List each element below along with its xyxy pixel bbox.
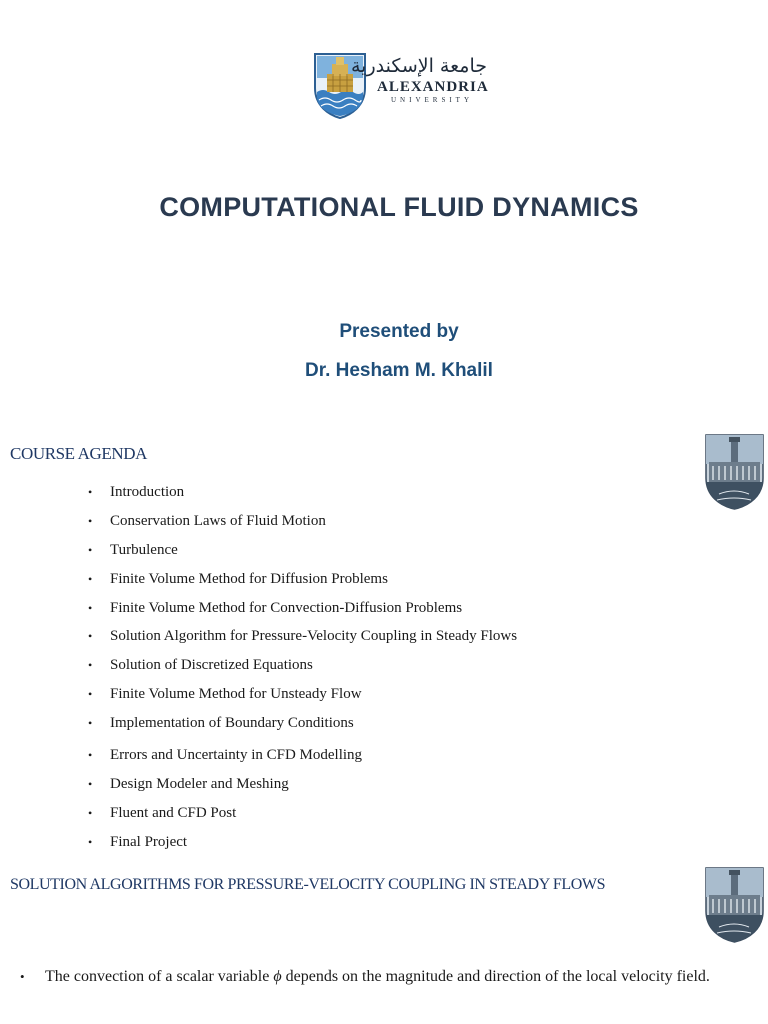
agenda-item-label: Final Project <box>110 833 188 850</box>
faculty-emblem-icon <box>705 434 764 510</box>
convection-paragraph <box>20 961 717 992</box>
agenda-item <box>88 623 517 652</box>
university-logo <box>313 52 488 120</box>
agenda-item <box>88 742 517 771</box>
logo-text <box>351 52 489 105</box>
agenda-item <box>88 595 517 624</box>
agenda-item <box>88 681 517 710</box>
agenda-item <box>88 800 517 829</box>
bullet-icon: • <box>88 542 93 557</box>
bullet-icon: • <box>88 571 93 586</box>
agenda-item-label: Introduction <box>110 484 185 500</box>
agenda-item-label: Finite Volume Method for Unsteady Flow <box>110 686 362 703</box>
bullet-icon: • <box>20 969 25 984</box>
agenda-item <box>88 537 517 566</box>
phi-symbol: ϕ <box>273 968 282 985</box>
bullet-icon: • <box>88 687 93 702</box>
agenda-item <box>88 479 517 508</box>
bullet-icon: • <box>88 748 93 763</box>
logo-subtitle: UNIVERSITY <box>391 96 473 104</box>
agenda-item-label: Implementation of Boundary Conditions <box>110 715 354 732</box>
agenda-item-label: Design Modeler and Meshing <box>110 775 289 792</box>
faculty-emblem-icon <box>705 867 764 943</box>
course-title: COMPUTATIONAL FLUID DYNAMICS <box>159 192 639 222</box>
agenda-item-label: Errors and Uncertainty in CFD Modelling <box>110 747 363 764</box>
logo-arabic-name: جامعة الإسكندرية <box>351 55 487 77</box>
bullet-icon: • <box>88 805 93 820</box>
presented-by-label: Presented by <box>339 321 459 342</box>
bullet-icon: • <box>88 629 93 644</box>
presenter-name: Dr. Hesham M. Khalil <box>305 360 493 381</box>
agenda-item <box>88 652 517 681</box>
paragraph-text-start: The convection of a scalar variable <box>45 968 274 985</box>
agenda-item-label: Solution Algorithm for Pressure-Velocity Coupling in Steady Flows <box>110 628 518 645</box>
bullet-icon: • <box>88 716 93 731</box>
agenda-item-label: Solution of Discretized Equations <box>110 657 313 674</box>
bullet-icon: • <box>88 513 93 528</box>
paragraph-text-end: depends on the magnitude and direction of the local velocity field. <box>281 968 710 985</box>
agenda-item-label: Finite Volume Method for Convection-Diffusion Problems <box>110 599 463 616</box>
solution-heading: SOLUTION ALGORITHMS FOR PRESSURE-VELOCITY COUPLING IN STEADY FLOWS <box>10 876 606 893</box>
agenda-heading: COURSE AGENDA <box>10 444 147 463</box>
agenda-item-label: Conservation Laws of Fluid Motion <box>110 512 326 529</box>
agenda-item-label: Turbulence <box>110 541 178 558</box>
agenda-list <box>88 479 517 858</box>
bullet-icon: • <box>88 776 93 791</box>
logo-english-name: ALEXANDRIA <box>377 79 489 95</box>
agenda-item <box>88 710 517 739</box>
bullet-icon: • <box>88 658 93 673</box>
agenda-item-label: Fluent and CFD Post <box>110 804 237 821</box>
agenda-item <box>88 508 517 537</box>
agenda-item <box>88 771 517 800</box>
bullet-icon: • <box>88 834 93 849</box>
agenda-item <box>88 566 517 595</box>
agenda-item-label: Finite Volume Method for Diffusion Problems <box>110 570 388 587</box>
bullet-icon: • <box>88 485 93 499</box>
agenda-item <box>88 829 517 858</box>
bullet-icon: • <box>88 600 93 615</box>
